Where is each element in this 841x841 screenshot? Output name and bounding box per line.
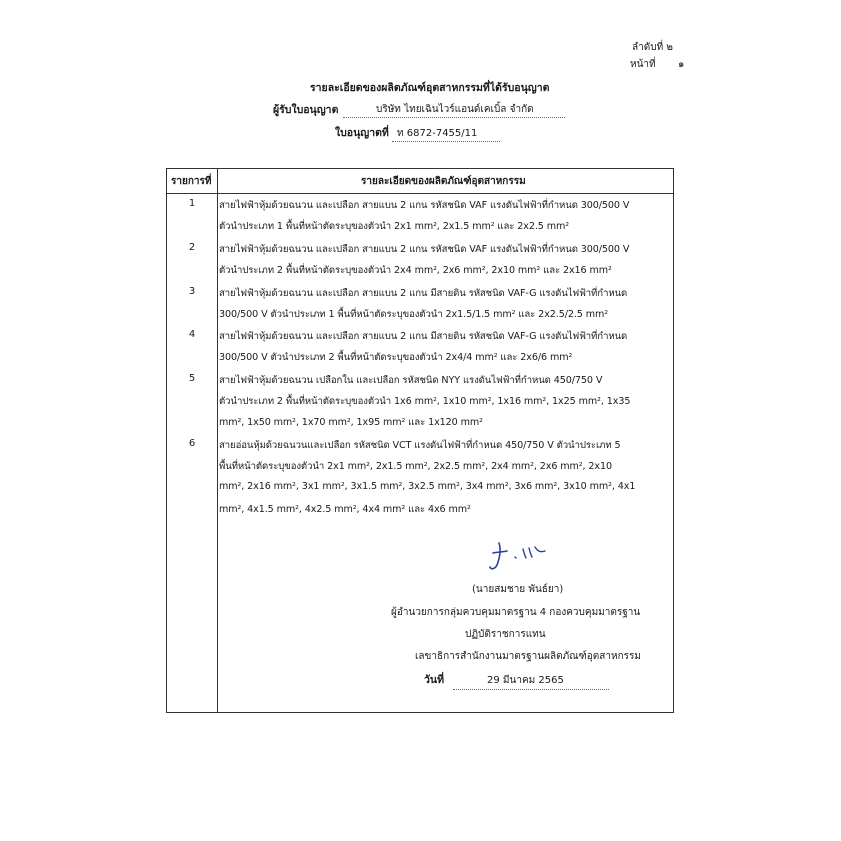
sequence-label: ลำดับที่ ๒ — [632, 42, 673, 53]
row-number: 1 — [188, 198, 196, 209]
license-number-value: ท 6872-7455/11 — [397, 128, 478, 139]
column-header-item-no: รายการที่ — [171, 176, 212, 187]
page-title: รายละเอียดของผลิตภัณฑ์อุตสาหกรรมที่ได้รับอนุญาต — [310, 82, 550, 94]
license-number-dotted-line — [392, 141, 500, 142]
table-column-divider — [217, 169, 218, 712]
row-text-line: ตัวนำประเภท 2 พื้นที่หน้าตัดระบุของตัวนำ 1x6 mm², 1x10 mm², 1x16 mm², 1x25 mm², 1x35 — [219, 396, 631, 407]
date-dotted-line — [453, 689, 609, 690]
row-text-line: สายไฟฟ้าหุ้มด้วยฉนวน เปลือกใน และเปลือก รหัสชนิด NYY แรงดันไฟฟ้าที่กำหนด 450/750 V — [219, 375, 603, 386]
page-label: หน้าที่ — [630, 59, 656, 70]
signer-position-3: เลขาธิการสำนักงานมาตรฐานผลิตภัณฑ์อุตสาหกรรม — [415, 651, 641, 662]
row-text-line: mm², 4x1.5 mm², 4x2.5 mm², 4x4 mm² และ 4x6 mm² — [219, 504, 471, 515]
row-number: 6 — [188, 438, 196, 449]
column-header-details: รายละเอียดของผลิตภัณฑ์อุตสาหกรรม — [361, 176, 526, 187]
licensee-dotted-line — [343, 117, 565, 118]
row-text-line: ตัวนำประเภท 1 พื้นที่หน้าตัดระบุของตัวนำ 2x1 mm², 2x1.5 mm² และ 2x2.5 mm² — [219, 221, 569, 232]
row-text-line: พื้นที่หน้าตัดระบุของตัวนำ 2x1 mm², 2x1.5 mm², 2x2.5 mm², 2x4 mm², 2x6 mm², 2x10 — [219, 461, 612, 472]
row-text-line: mm², 1x50 mm², 1x70 mm², 1x95 mm² และ 1x120 mm² — [219, 417, 483, 428]
row-text-line: mm², 2x16 mm², 3x1 mm², 3x1.5 mm², 3x2.5 mm², 3x4 mm², 3x6 mm², 3x10 mm², 4x1 — [219, 481, 636, 492]
row-text-line: สายอ่อนหุ้มด้วยฉนวนและเปลือก รหัสชนิด VCT แรงดันไฟฟ้าที่กำหนด 450/750 V ตัวนำประเภท 5 — [219, 440, 621, 451]
table-header-divider — [167, 193, 673, 194]
row-text-line: สายไฟฟ้าหุ้มด้วยฉนวน และเปลือก สายแบน 2 แกน มีสายดิน รหัสชนิด VAF-G แรงดันไฟฟ้าที่กำหนด — [219, 288, 628, 299]
row-number: 2 — [188, 242, 196, 253]
signer-position-2: ปฏิบัติราชการแทน — [465, 629, 546, 640]
row-number: 4 — [188, 329, 196, 340]
row-text-line: 300/500 V ตัวนำประเภท 1 พื้นที่หน้าตัดระบุของตัวนำ 2x1.5/1.5 mm² และ 2x2.5/2.5 mm² — [219, 309, 608, 320]
page-number: ๑ — [678, 59, 685, 70]
row-text-line: สายไฟฟ้าหุ้มด้วยฉนวน และเปลือก สายแบน 2 แกน รหัสชนิด VAF แรงดันไฟฟ้าที่กำหนด 300/500 V — [219, 244, 630, 255]
product-details-table — [166, 168, 674, 713]
date-label: วันที่ — [424, 674, 444, 686]
row-number: 5 — [188, 373, 196, 384]
row-number: 3 — [188, 286, 196, 297]
licensee-label: ผู้รับใบอนุญาต — [273, 104, 339, 116]
date-value: 29 มีนาคม 2565 — [487, 675, 564, 686]
signer-name: (นายสมชาย พันธ์ยา) — [472, 584, 564, 595]
handwritten-signature — [485, 539, 555, 573]
licensee-value: บริษัท ไทยเฉินไวร์แอนด์เคเบิ้ล จำกัด — [376, 104, 534, 115]
license-number-label: ใบอนุญาตที่ — [335, 127, 389, 139]
row-text-line: สายไฟฟ้าหุ้มด้วยฉนวน และเปลือก สายแบน 2 แกน มีสายดิน รหัสชนิด VAF-G แรงดันไฟฟ้าที่กำหนด — [219, 331, 628, 342]
row-text-line: สายไฟฟ้าหุ้มด้วยฉนวน และเปลือก สายแบน 2 แกน รหัสชนิด VAF แรงดันไฟฟ้าที่กำหนด 300/500 V — [219, 200, 630, 211]
row-text-line: 300/500 V ตัวนำประเภท 2 พื้นที่หน้าตัดระบุของตัวนำ 2x4/4 mm² และ 2x6/6 mm² — [219, 352, 573, 363]
row-text-line: ตัวนำประเภท 2 พื้นที่หน้าตัดระบุของตัวนำ 2x4 mm², 2x6 mm², 2x10 mm² และ 2x16 mm² — [219, 265, 612, 276]
signer-position-1: ผู้อำนวยการกลุ่มควบคุมมาตรฐาน 4 กองควบคุมมาตรฐาน — [391, 607, 641, 618]
